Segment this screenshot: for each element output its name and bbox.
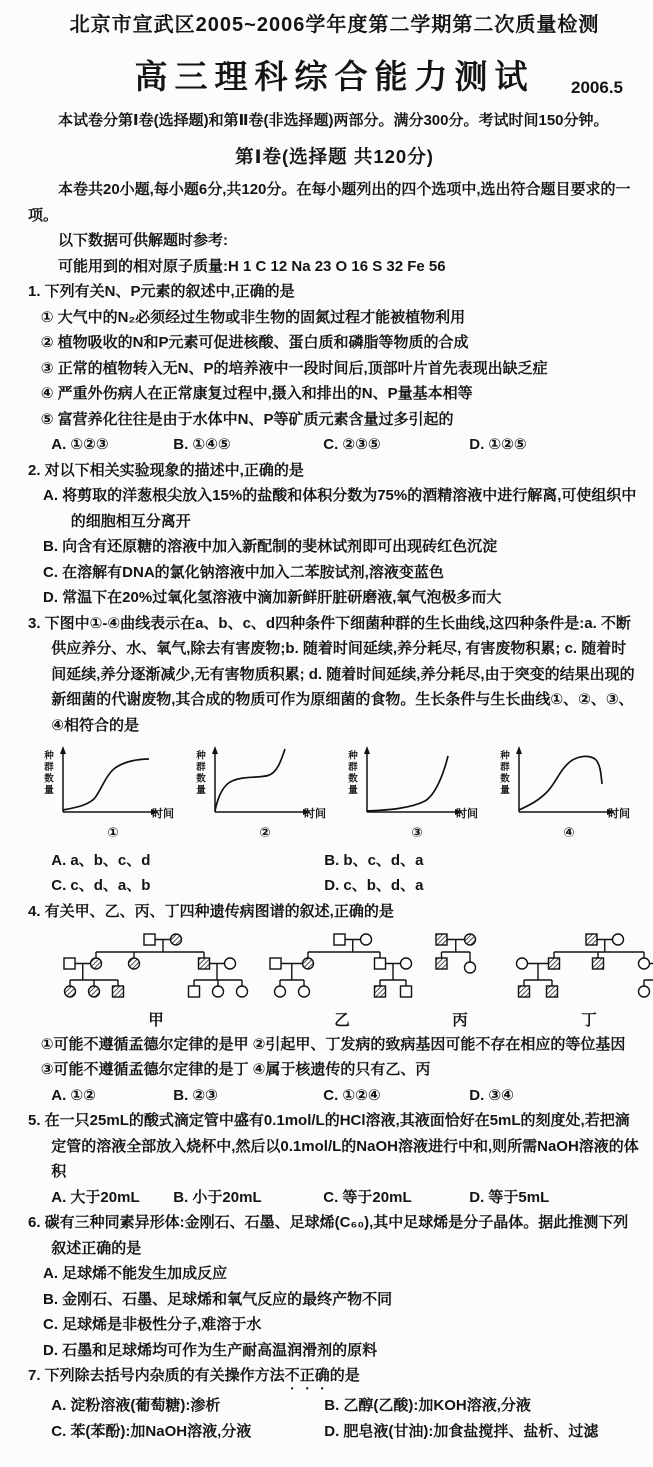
y-axis-label: 种群数量	[194, 750, 205, 796]
question-7-options-row-2	[51, 1419, 641, 1445]
chart-number-3: ③	[411, 825, 423, 840]
growth-charts	[42, 744, 641, 846]
option-d: D. 肥皂液(甘油):加食盐搅拌、盐析、过滤	[324, 1422, 599, 1440]
question-5	[28, 1108, 641, 1210]
question-6-option-b: B. 金刚石、石墨、足球烯和氧气反应的最终产物不同	[43, 1290, 393, 1308]
question-7-stem-prefix: 7. 下列除去括号内杂质的有关操作方法	[28, 1367, 285, 1384]
question-1-item-1: ① 大气中的N₂必须经过生物或非生物的固氮过程才能被植物利用	[40, 308, 466, 326]
pedigree-jia-label: 甲	[148, 1011, 164, 1029]
chart-number-2: ②	[259, 825, 271, 840]
option-c: C. 等于20mL	[323, 1188, 412, 1206]
x-axis-label: 时间	[152, 808, 174, 820]
growth-chart-3	[346, 744, 488, 846]
question-4-options	[51, 1083, 641, 1109]
question-3-options-row-1	[51, 848, 641, 874]
paper-intro: 本试卷分第Ⅰ卷(选择题)和第Ⅱ卷(非选择题)两部分。满分300分。考试时间150分钟。	[58, 112, 609, 129]
question-7-stem-emphasis: 不正确	[284, 1367, 330, 1384]
pedigree-ding	[498, 932, 653, 1030]
pedigree-diagrams	[58, 932, 641, 1030]
question-4-stem: 4. 有关甲、乙、丙、丁四种遗传病图谱的叙述,正确的是	[28, 902, 394, 920]
pedigree-yi	[262, 932, 422, 1030]
pedigree-bing-diagram	[430, 932, 490, 1002]
chart-number-1: ①	[107, 825, 119, 840]
question-6-option-d: D. 石墨和足球烯均可作为生产耐高温润滑剂的原料	[43, 1341, 378, 1359]
option-c: C. ①②④	[323, 1086, 381, 1104]
pedigree-jia-diagram	[58, 932, 254, 1002]
option-a: A. ①②	[51, 1086, 96, 1104]
option-a: A. 大于20mL	[51, 1188, 140, 1206]
option-b: B. ①④⑤	[173, 436, 231, 453]
option-a: A. ①②③	[51, 436, 109, 453]
pedigree-jia	[58, 932, 254, 1030]
question-6-stem: 6. 碳有三种同素异形体:金刚石、石墨、足球烯(C₆₀),其中足球烯是分子晶体。据此推测下列叙述正确的是	[28, 1214, 629, 1257]
question-6	[28, 1210, 641, 1363]
option-c: C. ②③⑤	[323, 436, 381, 453]
question-2-option-a: A. 将剪取的洋葱根尖放入15%的盐酸和体积分数为75%的酒精溶液中进行解离,可使组织中的细胞相互分离开	[43, 487, 637, 530]
question-7	[28, 1363, 641, 1444]
question-2-option-d: D. 常温下在20%过氧化氢溶液中滴加新鲜肝脏研磨液,氧气泡极多而大	[43, 589, 502, 606]
question-3-stem: 3. 下图中①-④曲线表示在a、b、c、d四种条件下细菌种群的生长曲线,这四种条件是:a. 不断供应养分、水、氧气,除去有害废物;b. 随着时间延续,养分耗尽, 有害废物积累; c. 随着时间延续,养分逐渐减少,无有害物质积累; d. 随着时间延续,养分耗尽,由于突变的结果出现的新细菌的代谢废物,其合成的物质可作为原细菌的食物。生长条件与生长曲线①、②、③、④相符合的是	[28, 614, 635, 734]
option-c: C. 苯(苯酚):加NaOH溶液,分液	[51, 1422, 252, 1440]
question-1-item-2: ② 植物吸收的N和P元素可促进核酸、蛋白质和磷脂等物质的合成	[40, 334, 469, 351]
question-4	[28, 899, 641, 1109]
option-b: B. 乙醇(乙酸):加KOH溶液,分液	[324, 1397, 531, 1414]
x-axis-label: 时间	[608, 808, 630, 820]
option-d: D. c、b、d、a	[324, 877, 424, 894]
section-1-instructions: 本卷共20小题,每小题6分,共120分。在每小题列出的四个选项中,选出符合题目要求的一项。	[28, 181, 631, 224]
atomic-masses: 可能用到的相对原子质量:H 1 C 12 Na 23 O 16 S 32 Fe 56	[58, 257, 446, 275]
y-axis-label: 种群数量	[346, 750, 357, 796]
question-1-stem: 1. 下列有关N、P元素的叙述中,正确的是	[28, 283, 295, 300]
x-axis-label: 时间	[456, 808, 478, 820]
growth-chart-4	[498, 744, 640, 846]
question-7-stem	[28, 1363, 641, 1393]
question-1-item-3: ③ 正常的植物转入无N、P的培养液中一段时间后,顶部叶片首先表现出缺乏症	[40, 359, 548, 377]
growth-curve-1	[53, 744, 165, 824]
chart-number-4: ④	[563, 825, 575, 840]
question-5-options	[51, 1185, 641, 1211]
option-b: B. 小于20mL	[173, 1188, 262, 1206]
question-2-stem: 2. 对以下相关实验现象的描述中,正确的是	[28, 461, 304, 479]
option-c: C. c、d、a、b	[51, 877, 151, 894]
question-4-statements-2: ③可能不遵循孟德尔定律的是丁 ④属于核遗传的只有乙、丙	[40, 1061, 431, 1078]
option-b: B. ②③	[173, 1086, 218, 1104]
question-2	[28, 458, 641, 611]
question-7-stem-suffix: 的是	[329, 1367, 360, 1384]
reference-note: 以下数据可供解题时参考:	[58, 232, 228, 249]
pedigree-bing	[430, 932, 490, 1030]
section-1-heading: 第Ⅰ卷(选择题 共120分)	[235, 145, 434, 167]
pedigree-yi-diagram	[262, 932, 422, 1002]
x-axis-label: 时间	[304, 808, 326, 820]
question-6-option-a: A. 足球烯不能发生加成反应	[43, 1265, 228, 1282]
growth-chart-1	[42, 744, 184, 846]
growth-curve-2	[205, 744, 317, 824]
pedigree-bing-label: 丙	[452, 1011, 468, 1029]
question-6-option-c: C. 足球烯是非极性分子,难溶于水	[43, 1316, 262, 1333]
question-4-statements-1: ①可能不遵循孟德尔定律的是甲 ②引起甲、丁发病的致病基因可能不存在相应的等位基因	[40, 1035, 626, 1053]
growth-curve-4	[509, 744, 621, 824]
y-axis-label: 种群数量	[42, 750, 53, 796]
option-d: D. ①②⑤	[469, 436, 527, 453]
question-3	[28, 611, 641, 899]
question-5-stem: 5. 在一只25mL的酸式滴定管中盛有0.1mol/L的HCl溶液,其液面恰好在5mL的刻度处,若把滴定管的溶液全部放入烧杯中,然后以0.1mol/L的NaOH溶液进行中和,则所需NaOH溶液的体积	[28, 1112, 639, 1180]
option-d: D. 等于5mL	[469, 1188, 550, 1206]
exam-title: 高三理科综合能力测试	[134, 60, 535, 96]
option-b: B. b、c、d、a	[324, 851, 424, 869]
pedigree-ding-diagram	[498, 932, 653, 1002]
question-3-options-row-2	[51, 873, 641, 899]
question-1-options	[51, 432, 641, 458]
option-a: A. a、b、c、d	[51, 851, 151, 869]
growth-chart-2	[194, 744, 336, 846]
growth-curve-3	[357, 744, 469, 824]
question-2-option-b: B. 向含有还原糖的溶液中加入新配制的斐林试剂即可出现砖红色沉淀	[43, 538, 498, 555]
y-axis-label: 种群数量	[498, 750, 509, 796]
question-1-item-5: ⑤ 富营养化往往是由于水体中N、P等矿质元素含量过多引起的	[40, 410, 454, 428]
exam-date: 2006.5	[571, 77, 623, 97]
title-row	[28, 54, 641, 102]
paper-header: 北京市宣武区2005~2006学年度第二学期第二次质量检测	[69, 14, 600, 36]
option-d: D. ③④	[469, 1086, 514, 1104]
question-1	[28, 279, 641, 458]
pedigree-yi-label: 乙	[334, 1011, 350, 1029]
question-1-item-4: ④ 严重外伤病人在正常康复过程中,摄入和排出的N、P量基本相等	[40, 385, 473, 402]
pedigree-ding-label: 丁	[581, 1011, 597, 1029]
option-a: A. 淀粉溶液(葡萄糖):渗析	[51, 1397, 221, 1414]
question-7-options-row-1	[51, 1393, 641, 1419]
question-2-option-c: C. 在溶解有DNA的氯化钠溶液中加入二苯胺试剂,溶液变蓝色	[43, 563, 444, 581]
